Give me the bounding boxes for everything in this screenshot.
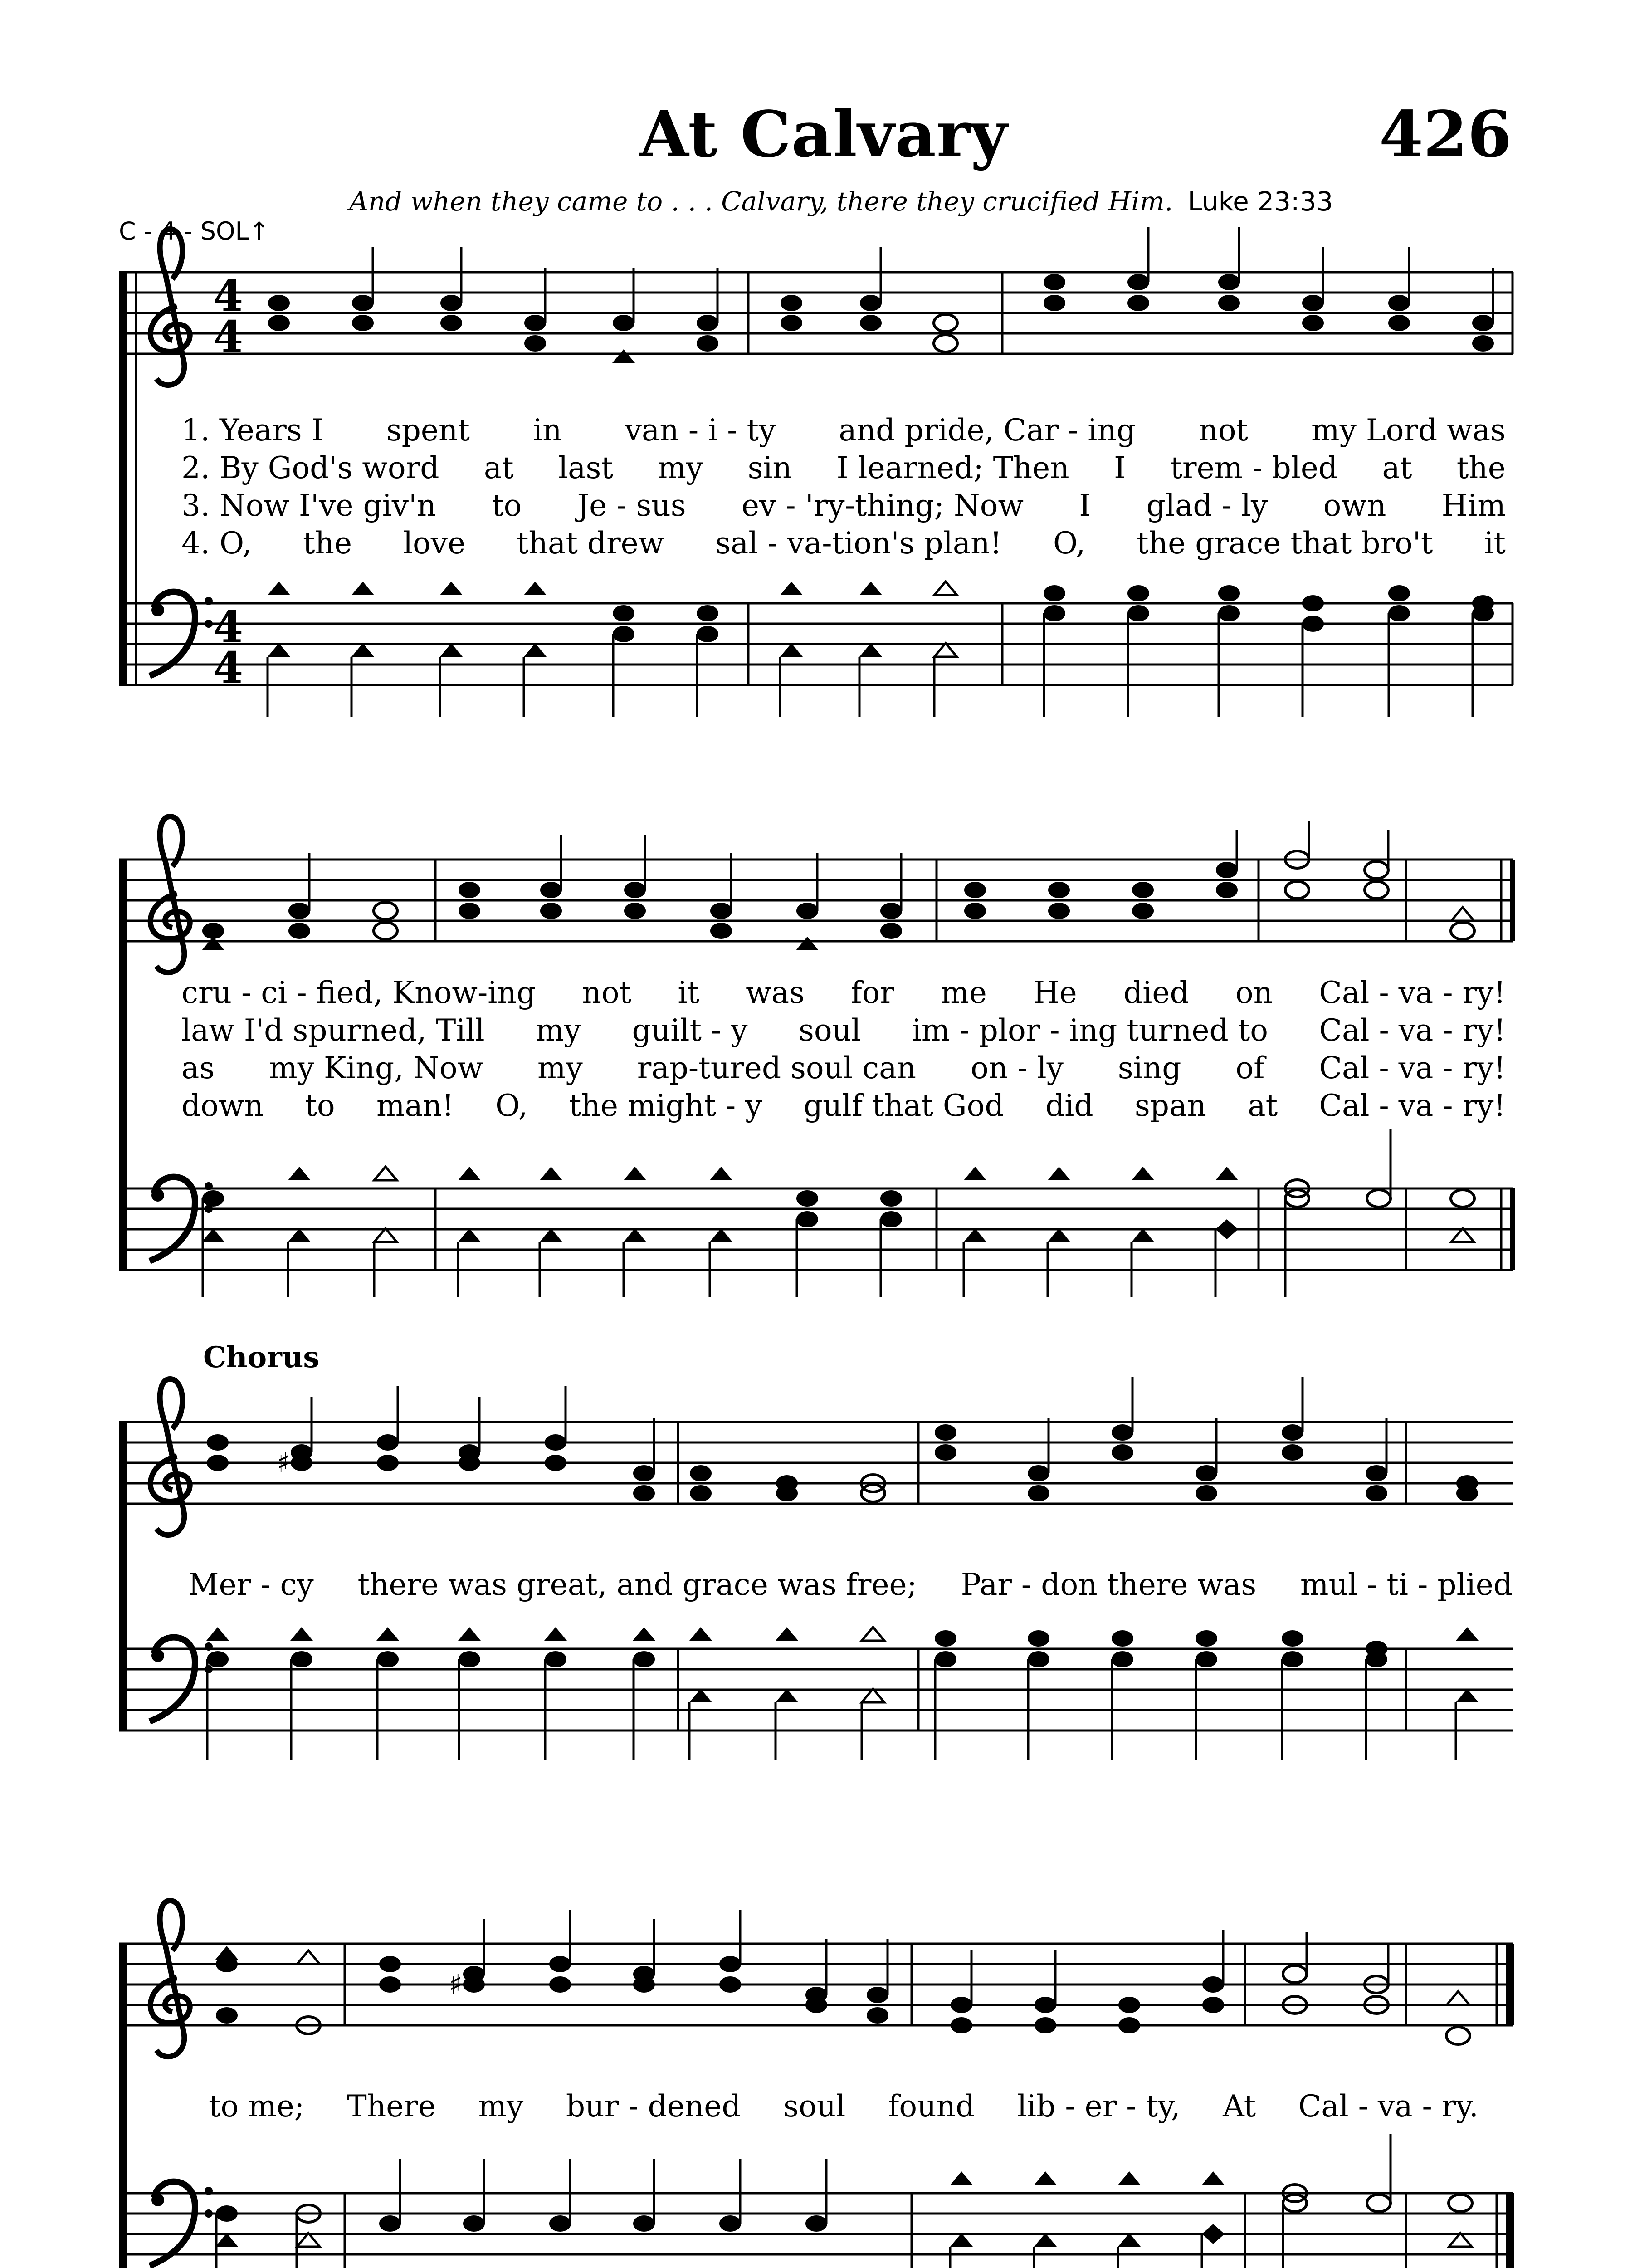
lyric-line	[188, 1567, 1513, 1602]
svg-text:4: 4	[213, 643, 244, 693]
lyric-word: Cal - va - ry.	[1298, 2089, 1479, 2124]
lyric-word: soul	[799, 1013, 861, 1048]
chorus-label: Chorus	[203, 1340, 320, 1374]
lyric-word: At	[1223, 2089, 1256, 2124]
lyric-word: my	[658, 450, 703, 485]
lyric-word: 1. Years I	[181, 413, 323, 448]
lyric-line	[181, 413, 1506, 448]
lyric-word: soul	[783, 2089, 846, 2124]
lyric-word: my	[536, 1013, 581, 1048]
lyric-word: Cal - va - ry!	[1319, 1088, 1506, 1123]
lyric-word: my	[537, 1051, 583, 1085]
lyric-word: love	[403, 526, 466, 561]
lyric-word: own	[1323, 488, 1386, 523]
lyric-word: at	[1248, 1088, 1278, 1123]
lyric-word: guilt - y	[632, 1013, 748, 1048]
lyric-word: 3. Now I've giv'n	[181, 488, 436, 523]
hymn-number: 426	[1379, 98, 1512, 172]
lyric-word: 2. By God's word	[181, 450, 439, 485]
lyric-word: on	[1235, 975, 1273, 1010]
lyric-word: on - ly	[970, 1051, 1064, 1085]
lyric-word: me	[941, 975, 987, 1010]
lyric-word: found	[888, 2089, 975, 2124]
lyric-line	[181, 1088, 1506, 1123]
lyric-word: O,	[495, 1088, 528, 1123]
key-signature-label: C - 4 - SOL↑	[119, 217, 269, 245]
lyric-word: O,	[1053, 526, 1086, 561]
lyric-word: to	[305, 1088, 335, 1123]
lyric-word: my	[478, 2089, 524, 2124]
lyric-word: my Lord was	[1311, 413, 1506, 448]
svg-text:♯: ♯	[449, 1969, 463, 2000]
lyric-word: van - i - ty	[625, 413, 776, 448]
lyric-word: Par - don there was	[961, 1567, 1257, 1602]
lyric-word: span	[1134, 1088, 1206, 1123]
epigraph-quote: And when they came to . . . Calvary, there they crucified Him.	[349, 186, 1173, 217]
lyric-word: cru - ci - fied, Know-ing	[181, 975, 536, 1010]
lyric-word: it	[678, 975, 700, 1010]
svg-text:4: 4	[213, 312, 244, 362]
lyric-word: gulf that God	[803, 1088, 1004, 1123]
lyric-word: 4. O,	[181, 526, 252, 561]
lyric-line	[181, 1051, 1506, 1085]
lyric-word: glad - ly	[1146, 488, 1268, 523]
system-4	[119, 1901, 1513, 2268]
lyric-word: rap-tured soul can	[637, 1051, 917, 1085]
lyric-word: im - plor - ing turned to	[912, 1013, 1269, 1048]
lyric-word: lib - er - ty,	[1017, 2089, 1181, 2124]
lyric-word: in	[533, 413, 562, 448]
epigraph-reference: Luke 23:33	[1187, 186, 1333, 217]
lyric-word: the might - y	[569, 1088, 762, 1123]
treble-stems-1	[373, 227, 1493, 323]
lyric-word: Cal - va - ry!	[1319, 1013, 1506, 1048]
lyric-word: at	[483, 450, 514, 485]
treble-staff-2	[119, 860, 1513, 941]
lyric-word: bur - dened	[566, 2089, 741, 2124]
lyric-word: sal - va-tion's plan!	[715, 526, 1002, 561]
lyric-word: did	[1045, 1088, 1093, 1123]
lyric-word: Mer - cy	[188, 1567, 314, 1602]
lyric-word: to me;	[209, 2089, 305, 2124]
lyric-word: trem - bled	[1170, 450, 1338, 485]
lyric-word: and pride, Car - ing	[839, 413, 1136, 448]
lyric-word: it	[1484, 526, 1506, 561]
lyric-word: Je - sus	[577, 488, 686, 523]
treble-staff-1	[119, 272, 1513, 354]
lyric-word: for	[851, 975, 894, 1010]
lyric-word: spent	[386, 413, 470, 448]
lyric-word: the	[303, 526, 352, 561]
lyric-word: law I'd spurned, Till	[181, 1013, 485, 1048]
lyric-word: ev - 'ry-thing; Now	[741, 488, 1024, 523]
bass-notes-1	[268, 582, 1494, 657]
lyric-word: I learned; Then	[836, 450, 1069, 485]
lyric-word: I	[1114, 450, 1126, 485]
lyric-word: mul - ti - plied	[1300, 1567, 1513, 1602]
lyric-word: sin	[747, 450, 792, 485]
lyric-word: at	[1382, 450, 1412, 485]
lyric-line	[181, 526, 1506, 561]
lyric-word: there was great, and grace was free;	[357, 1567, 917, 1602]
lyric-word: sing	[1117, 1051, 1181, 1085]
svg-text:4: 4	[213, 602, 244, 652]
sharp-icon: ♯	[277, 1447, 290, 1479]
lyric-word: that drew	[517, 526, 664, 561]
lyric-word: He	[1033, 975, 1077, 1010]
lyric-line	[181, 488, 1506, 523]
lyric-word: I	[1079, 488, 1091, 523]
lyric-line	[209, 2089, 1479, 2124]
lyric-word: not	[1199, 413, 1248, 448]
lyric-word: Him	[1441, 488, 1506, 523]
lyric-line	[181, 975, 1506, 1010]
lyric-word: the grace that bro't	[1137, 526, 1433, 561]
treble-clef-icon	[151, 229, 190, 385]
lyric-word: Cal - va - ry!	[1319, 1051, 1506, 1085]
svg-text:4: 4	[213, 271, 244, 321]
lyric-line	[181, 1013, 1506, 1048]
system-brace-bar	[119, 272, 127, 685]
lyric-word: was	[746, 975, 805, 1010]
lyric-word: to	[492, 488, 522, 523]
lyric-word: last	[558, 450, 613, 485]
lyric-word: died	[1123, 975, 1189, 1010]
lyric-word: There	[346, 2089, 436, 2124]
lyric-word: my King, Now	[269, 1051, 483, 1085]
lyric-word: not	[582, 975, 632, 1010]
lyric-word: as	[181, 1051, 215, 1085]
lyric-word: man!	[376, 1088, 454, 1123]
lyric-word: of	[1235, 1051, 1265, 1085]
lyric-line	[181, 450, 1506, 485]
lyric-word: down	[181, 1088, 264, 1123]
lyric-word: the	[1456, 450, 1506, 485]
hymn-title: At Calvary	[639, 98, 1008, 172]
lyric-word: Cal - va - ry!	[1319, 975, 1506, 1010]
